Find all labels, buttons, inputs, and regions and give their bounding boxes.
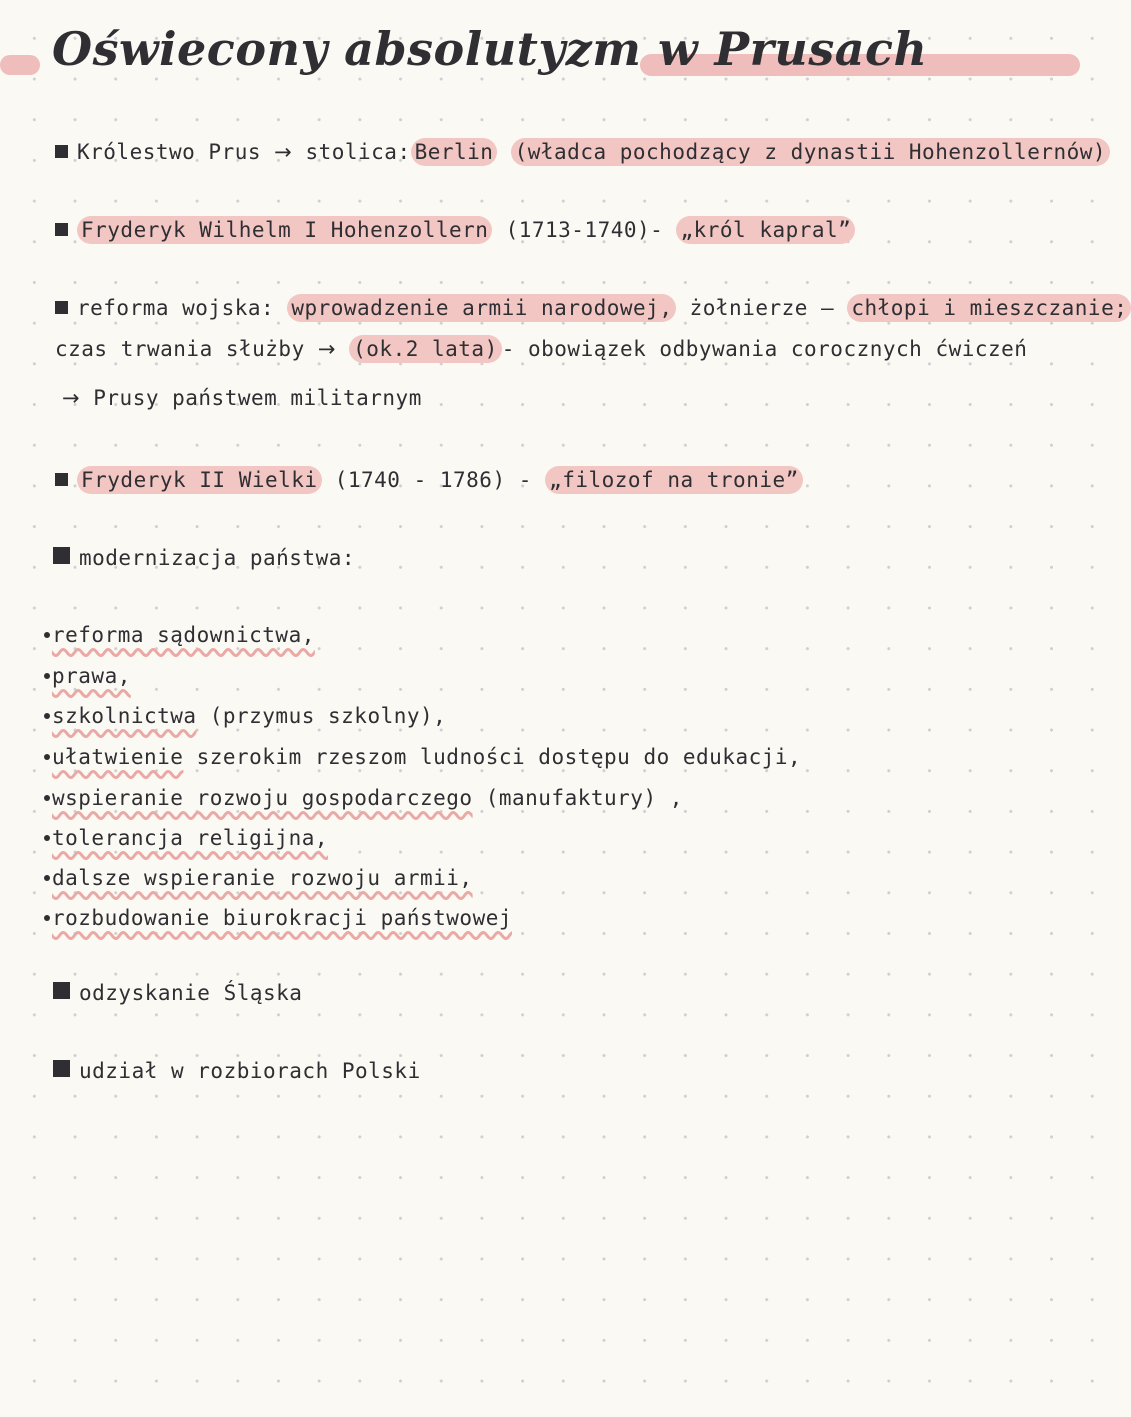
line-rozbiory <box>53 1059 421 1083</box>
arrow-right-icon: → <box>62 386 81 410</box>
armia-narodowa-highlight: wprowadzenie armii narodowej, <box>287 294 676 322</box>
line-reforma-wojska <box>55 296 1131 320</box>
arrow-right-icon: → <box>274 140 293 164</box>
bullet-square <box>55 301 68 314</box>
page-title: Oświecony absolutyzm w Prusach <box>52 22 928 76</box>
dynasty-highlight: (władca pochodzący z dynastii Hohenzollernów) <box>511 138 1110 166</box>
list-item <box>44 664 131 688</box>
line-fryderyk-ii <box>55 468 803 492</box>
list-item <box>44 704 446 728</box>
list-item <box>44 906 512 930</box>
rozbiory-text: udział w rozbiorach Polski <box>79 1059 421 1083</box>
bullet-square <box>53 982 70 999</box>
list-item-underlined: wspieranie rozwoju gospodarczego <box>52 786 473 810</box>
bullet-dot <box>44 875 50 881</box>
bullet-dot <box>44 713 50 719</box>
line-modernizacja <box>53 546 355 570</box>
list-item <box>44 826 328 850</box>
chlopi-highlight: chłopi i mieszczanie; <box>847 294 1131 322</box>
list-item-underlined: tolerancja religijna, <box>52 826 329 850</box>
zolnierze-text: żołnierze — <box>689 296 835 320</box>
list-item-underlined: prawa, <box>52 664 131 688</box>
list-item <box>44 786 683 810</box>
filozof-highlight: „filozof na tronie” <box>545 466 803 494</box>
bullet-dot <box>44 673 50 679</box>
list-item-underlined: rozbudowanie biurokracji państwowej <box>52 906 513 930</box>
reforma-wojska-label: reforma wojska: <box>77 296 275 320</box>
bullet-square <box>53 1060 70 1077</box>
stolica-label: stolica: <box>305 140 411 164</box>
list-item <box>44 745 801 769</box>
list-item-underlined: reforma sądownictwa, <box>52 623 315 647</box>
line-fryderyk-wilhelm <box>55 218 855 242</box>
bullet-dot <box>44 915 50 921</box>
list-item-underlined: dalsze wspieranie rozwoju armii, <box>52 866 473 890</box>
list-item <box>44 623 315 647</box>
prusy-militarne-text: Prusy państwem militarnym <box>93 386 422 410</box>
bullet-square <box>55 223 68 236</box>
krolestwo-text: Królestwo Prus <box>77 140 262 164</box>
bullet-dot <box>44 632 50 638</box>
bullet-dot <box>44 754 50 760</box>
list-item-rest: (przymus szkolny), <box>196 704 447 728</box>
list-item-rest: (manufaktury) , <box>472 786 683 810</box>
list-item <box>44 866 473 890</box>
line-czas-sluzby <box>55 337 1027 361</box>
fryderyk-ii-highlight: Fryderyk II Wielki <box>77 466 322 494</box>
czas-sluzby-text: czas trwania służby <box>55 337 305 361</box>
line-krolestwo <box>55 140 1110 164</box>
modernizacja-text: modernizacja państwa: <box>79 546 356 570</box>
arrow-right-icon: → <box>317 337 336 361</box>
bullet-dot <box>44 835 50 841</box>
fryderyk-wilhelm-highlight: Fryderyk Wilhelm I Hohenzollern <box>77 216 492 244</box>
bullet-square <box>53 547 70 564</box>
krol-kapral-highlight: „król kapral” <box>676 216 855 244</box>
list-item-underlined: szkolnictwa <box>52 704 197 728</box>
bullet-dot <box>44 795 50 801</box>
title-left-bar <box>0 55 40 75</box>
line-prusy-militarne <box>62 386 422 410</box>
line-slask <box>53 981 302 1005</box>
slask-text: odzyskanie Śląska <box>79 981 303 1005</box>
bullet-square <box>55 473 68 486</box>
years-1713-1740: (1713-1740)- <box>505 218 664 242</box>
obowiazek-text: - obowiązek odbywania corocznych ćwiczeń <box>501 337 1028 361</box>
berlin-highlight: Berlin <box>411 138 498 166</box>
bullet-square <box>55 145 68 158</box>
years-1740-1786: (1740 - 1786) - <box>334 468 532 492</box>
ok-2-lata-highlight: (ok.2 lata) <box>349 335 502 363</box>
list-item-rest: szerokim rzeszom ludności dostępu do edukacji, <box>183 745 802 769</box>
list-item-underlined: ułatwienie <box>52 745 184 769</box>
